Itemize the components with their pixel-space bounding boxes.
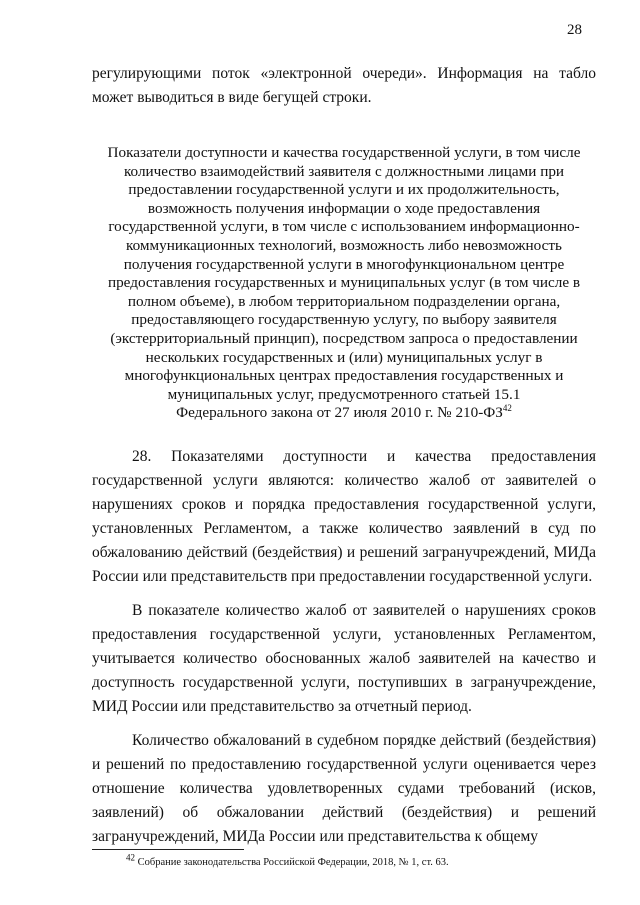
continuation-paragraph: регулирующими поток «электронной очереди». Информация на табло может выводиться в виде бегущей строки.	[92, 65, 596, 106]
paragraph-court-appeals: Количество обжалований в судебном порядке действий (бездействия) и решений по предоставлению государственной услуги оценивается через отношение количества удовлетворенных судами требований (исков, заявлений) об обжаловании действий (бездействия) и решений загранучреждений, МИДа России или представительства к общему	[92, 731, 596, 845]
footnote-reference: 42	[502, 403, 512, 414]
footnote	[126, 852, 449, 870]
page-number: 28	[567, 22, 582, 38]
page-body	[92, 62, 596, 849]
paragraph-28: 28. Показателями доступности и качества предоставления государственной услуги являются: количество жалоб от заявителей о нарушениях сроков и порядка предоставления государственной услуги, установленных Регламентом, а также количество заявлений в суд по обжалованию действий (бездействия) и решений загранучреждений, МИДа России или представительств при предоставлении государственной услуги.	[92, 447, 596, 585]
paragraph-complaints: В показателе количество жалоб от заявителей о нарушениях сроков предоставления государственной услуги, установленных Регламентом, учитывается количество обоснованных жалоб заявителей на качество и доступность государственной услуги, поступивших в загранучреждение, МИД России или представительство за отчетный период.	[92, 601, 596, 715]
section-content	[92, 445, 596, 849]
footnote-divider	[92, 849, 244, 850]
section-heading	[98, 144, 590, 423]
section-heading-last-line: Федерального закона от 27 июля 2010 г. № 210-ФЗ	[176, 404, 503, 422]
section-heading-text: Показатели доступности и качества государственной услуги, в том числе количество взаимодействий заявителя с должностными лицами при предоставлении государственной услуги и их продолжительность, возможность получения информации о ходе предоставления государственной услуги, в том числе с использованием информационно-коммуникационных технологий, возможность либо невозможность получения государственной услуги в многофункциональном центре предоставления государственных и муниципальных услуг (в том числе в полном объеме), в любом территориальном подразделении органа, предоставляющего государственную услугу, по выбору заявителя (экстерриториальный принцип), посредством запроса о предоставлении нескольких государственных и (или) муниципальных услуг в многофункциональных центрах предоставления государственных и муниципальных услуг, предусмотренного статьей 15.1	[107, 144, 581, 403]
footnote-number: 42	[126, 852, 135, 863]
footnote-text: Собрание законодательства Российской Федерации, 2018, № 1, ст. 63.	[137, 857, 449, 868]
